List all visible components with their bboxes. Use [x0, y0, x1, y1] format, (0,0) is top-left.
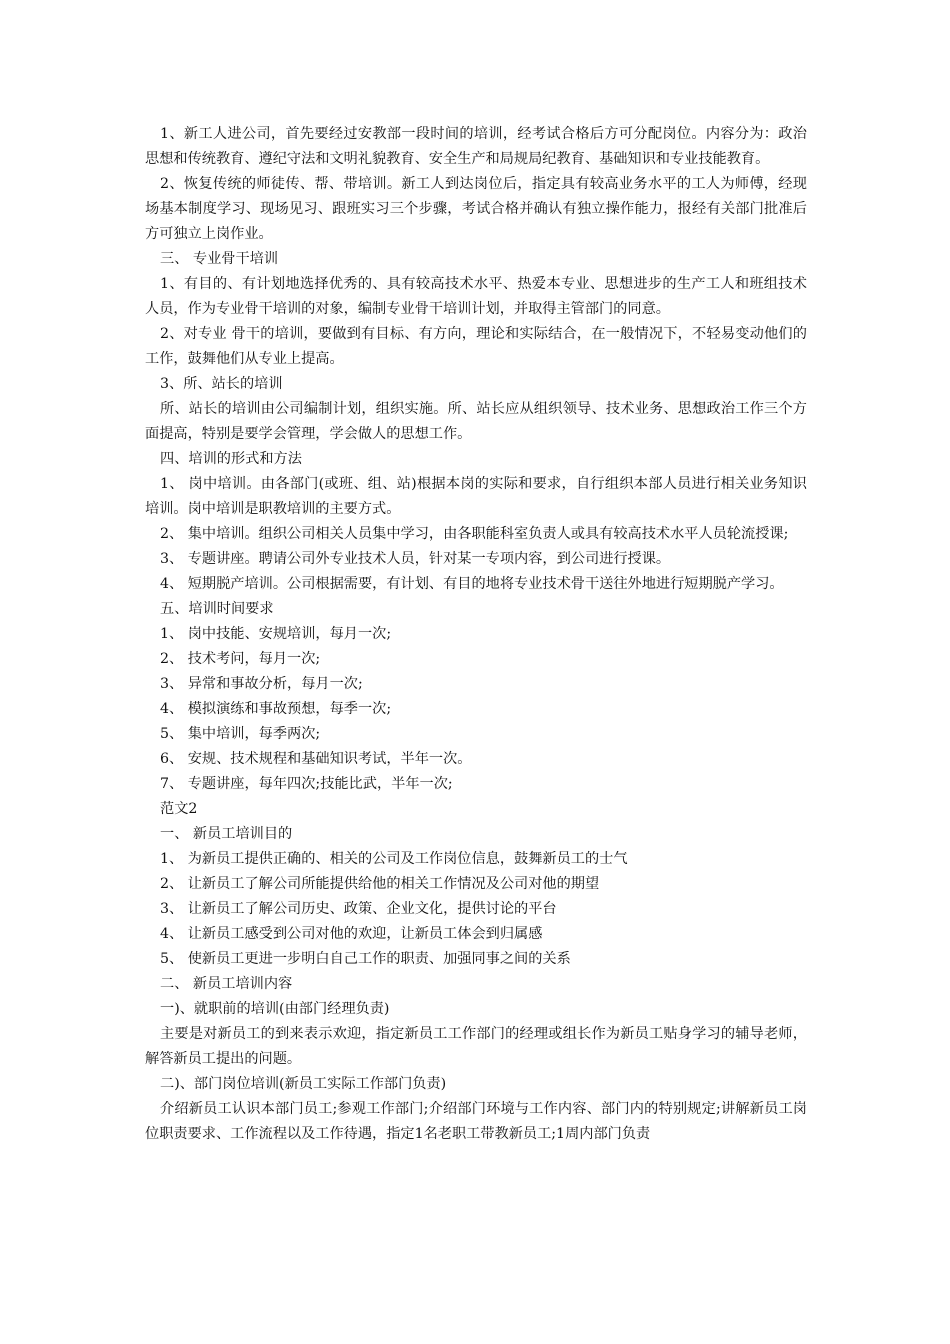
- section-heading: 范文2: [160, 801, 198, 817]
- paragraph: 1、新工人进公司，首先要经过安教部一段时间的培训，经考试合格后方可分配岗位。内容分为：政治思想和传统教育、遵纪守法和文明礼貌教育、安全生产和局规局纪教育、基础知识和专业技能教育。: [145, 126, 807, 167]
- section-heading: 四、培训的形式和方法: [160, 451, 302, 467]
- section-heading: 3、所、站长的培训: [160, 376, 283, 392]
- section-heading: 一)、就职前的培训(由部门经理负责): [160, 1001, 390, 1017]
- section-heading: 二、 新员工培训内容: [160, 976, 293, 992]
- list-item: 2、 技术考问，每月一次;: [160, 651, 321, 667]
- section-heading: 五、培训时间要求: [160, 601, 274, 617]
- paragraph: 介绍新员工认识本部门员工;参观工作部门;介绍部门环境与工作内容、部门内的特别规定;讲解新员工岗位职责要求、工作流程以及工作待遇，指定1名老职工带教新员工;1周内部门负责: [145, 1101, 807, 1142]
- list-item: 4、 让新员工感受到公司对他的欢迎，让新员工体会到归属感: [160, 926, 543, 942]
- list-item: 3、 让新员工了解公司历史、政策、企业文化，提供讨论的平台: [160, 901, 557, 917]
- paragraph: 主要是对新员工的到来表示欢迎，指定新员工工作部门的经理或组长作为新员工贴身学习的辅导老师，解答新员工提出的问题。: [145, 1026, 807, 1067]
- paragraph: 2、对专业 骨干的培训，要做到有目标、有方向，理论和实际结合，在一般情况下，不轻易变动他们的工作，鼓舞他们从专业上提高。: [145, 326, 807, 367]
- list-item: 6、 安规、技术规程和基础知识考试，半年一次。: [160, 751, 472, 767]
- paragraph: 4、 短期脱产培训。公司根据需要，有计划、有目的地将专业技术骨干送往外地进行短期脱产学习。: [160, 576, 784, 592]
- list-item: 5、 集中培训，每季两次;: [160, 726, 321, 742]
- list-item: 1、 为新员工提供正确的、相关的公司及工作岗位信息，鼓舞新员工的士气: [160, 851, 628, 867]
- list-item: 2、 让新员工了解公司所能提供给他的相关工作情况及公司对他的期望: [160, 876, 600, 892]
- paragraph: 2、恢复传统的师徒传、帮、带培训。新工人到达岗位后，指定具有较高业务水平的工人为师傅，经现场基本制度学习、现场见习、跟班实习三个步骤，考试合格并确认有独立操作能力，报经有关部门批准后方可独立上岗作业。: [145, 176, 807, 242]
- paragraph: 2、 集中培训。组织公司相关人员集中学习，由各职能科室负责人或具有较高技术水平人员轮流授课;: [160, 526, 789, 542]
- paragraph: 3、 专题讲座。聘请公司外专业技术人员，针对某一专项内容，到公司进行授课。: [160, 551, 671, 567]
- paragraph: 1、有目的、有计划地选择优秀的、具有较高技术水平、热爱本专业、思想进步的生产工人和班组技术人员，作为专业骨干培训的对象，编制专业骨干培训计划，并取得主管部门的同意。: [145, 276, 807, 317]
- paragraph: 所、站长的培训由公司编制计划，组织实施。所、站长应从组织领导、技术业务、思想政治工作三个方面提高，特别是要学会管理，学会做人的思想工作。: [145, 401, 807, 442]
- list-item: 7、 专题讲座，每年四次;技能比武，半年一次;: [160, 776, 453, 792]
- list-item: 5、 使新员工更进一步明白自己工作的职责、加强同事之间的关系: [160, 951, 571, 967]
- document-body: [145, 122, 807, 1147]
- list-item: 3、 异常和事故分析，每月一次;: [160, 676, 363, 692]
- section-heading: 三、 专业骨干培训: [160, 251, 279, 267]
- list-item: 1、 岗中技能、安规培训，每月一次;: [160, 626, 392, 642]
- paragraph: 1、 岗中培训。由各部门(或班、组、站)根据本岗的实际和要求，自行组织本部人员进行相关业务知识培训。岗中培训是职教培训的主要方式。: [145, 476, 807, 517]
- section-heading: 一、 新员工培训目的: [160, 826, 293, 842]
- list-item: 4、 模拟演练和事故预想，每季一次;: [160, 701, 392, 717]
- section-heading: 二)、部门岗位培训(新员工实际工作部门负责): [160, 1076, 447, 1092]
